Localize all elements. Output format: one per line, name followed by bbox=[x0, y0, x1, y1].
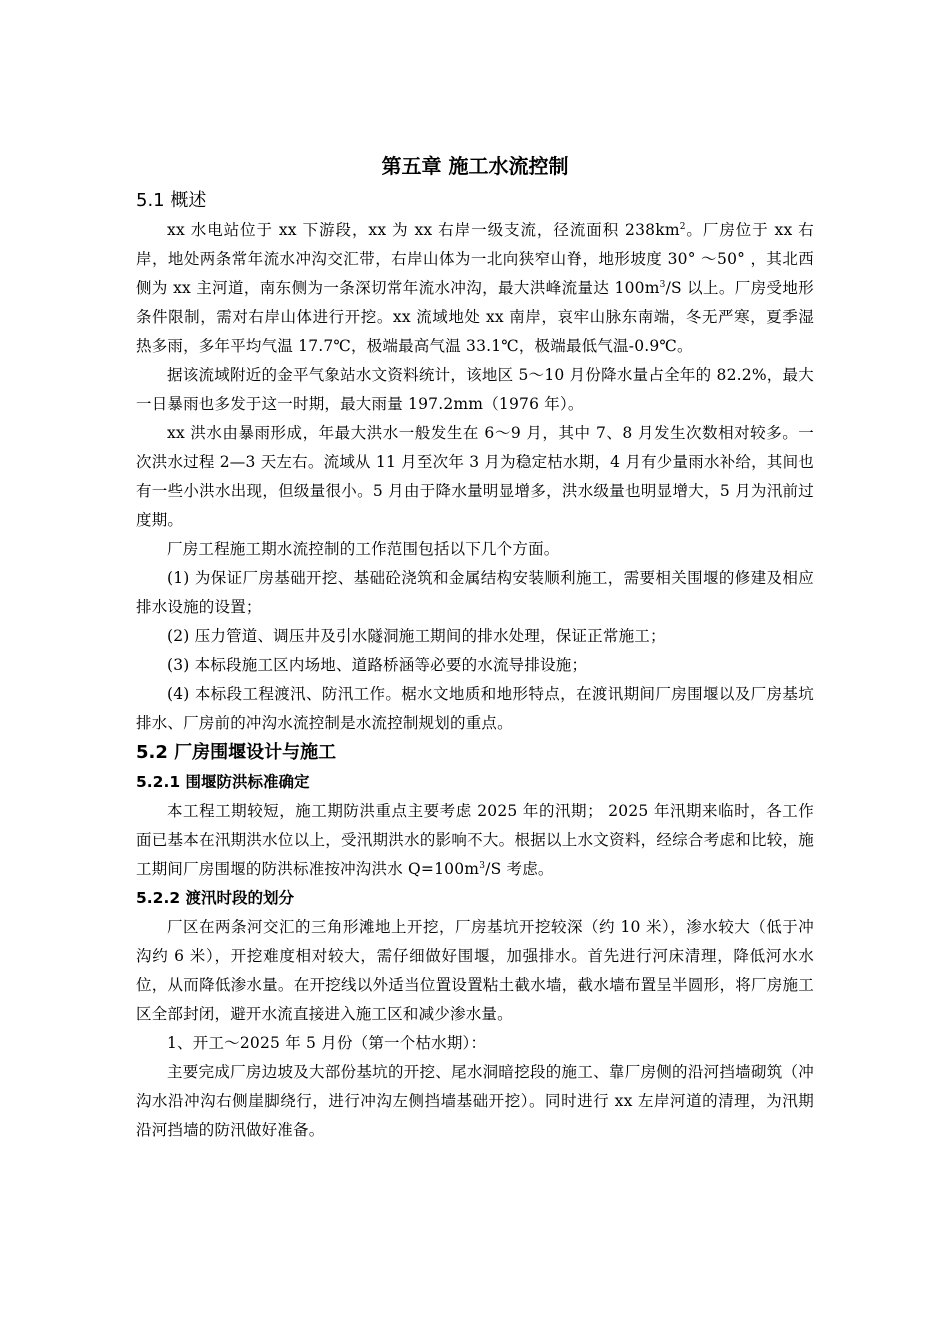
text-run: /S 考虑。 bbox=[485, 860, 554, 878]
subsection-5-2-2-heading: 5.2.2 渡汛时段的划分 bbox=[136, 889, 295, 907]
superscript: 3 bbox=[659, 279, 666, 290]
paragraph-period-division-3: 主要完成厂房边坡及大部份基坑的开挖、尾水洞暗挖段的施工、靠厂房侧的沿河挡墙砌筑（冲沟水沿冲沟右侧崖脚绕行，进行冲沟左侧挡墙基础开挖）。同时进行 xx 左岸河道的清理，为汛期沿河挡墙的防汛做好准备。 bbox=[136, 1063, 814, 1139]
subsection-5-2-1-heading: 5.2.1 围堰防洪标准确定 bbox=[136, 773, 310, 791]
text-run: 本工程工期较短，施工期防洪重点主要考虑 2025 年的汛期； 2025 年汛期来临时，各工作面已基本在汛期洪水位以上，受汛期洪水的影响不大。根据以上水文资料，经综合考虑和比较，施工期间厂房围堰的防洪标准按冲沟洪水 Q=100m bbox=[136, 802, 814, 878]
paragraph-flood-standard bbox=[136, 797, 814, 884]
section-5-2-heading: 5.2 厂房围堰设计与施工 bbox=[136, 742, 337, 763]
text-run: 。厂房位于 xx 右岸，地处两条常年流水冲沟交汇带，右岸山体为一北向狭窄山脊，地形坡度 30° ～50° ，其北西侧为 xx 主河道，南东侧为一条深切常年流水冲沟，最大洪峰流量达 100m bbox=[136, 221, 814, 297]
paragraph-overview-3: xx 洪水由暴雨形成，年最大洪水一般发生在 6～9 月，其中 7、8 月发生次数相对较多。一次洪水过程 2—3 天左右。流域从 11 月至次年 3 月为稳定枯水期，4 月有少量雨水补给，其间也有一些小洪水出现，但级量很小。5 月由于降水量明显增多，洪水级量也明显增大，5 月为汛前过度期。 bbox=[136, 424, 814, 529]
list-item-2: (2) 压力管道、调压井及引水隧洞施工期间的排水处理，保证正常施工； bbox=[167, 627, 666, 645]
chapter-title: 第五章 施工水流控制 bbox=[381, 154, 569, 178]
paragraph-overview-4: 厂房工程施工期水流控制的工作范围包括以下几个方面。 bbox=[167, 540, 560, 558]
superscript: 3 bbox=[479, 860, 486, 871]
superscript: 2 bbox=[679, 221, 686, 232]
paragraph-overview-1 bbox=[136, 216, 814, 361]
list-item-4: (4) 本标段工程渡汛、防汛工作。椐水文地质和地形特点，在渡讯期间厂房围堰以及厂房基坑排水、厂房前的冲沟水流控制是水流控制规划的重点。 bbox=[136, 685, 814, 732]
section-5-1-heading: 5.1 概述 bbox=[136, 190, 207, 211]
text-run: /S 以上。厂房受地形条件限制，需对右岸山体进行开挖。xx 流域地处 xx 南岸，哀牢山脉东南端，冬无严寒，夏季湿热多雨，多年平均气温 17.7℃，极端最高气温 33.1℃，极端最低气温-0.9℃。 bbox=[136, 279, 814, 355]
paragraph-period-division-1: 厂区在两条河交汇的三角形滩地上开挖，厂房基坑开挖较深（约 10 米），渗水较大（低于冲沟约 6 米），开挖难度相对较大，需仔细做好围堰，加强排水。首先进行河床清理，降低河水水位，从而降低渗水量。在开挖线以外适当位置设置粘土截水墙，截水墙布置呈半圆形，将厂房施工区全部封闭，避开水流直接进入施工区和减少渗水量。 bbox=[136, 918, 814, 1023]
text-run: xx 水电站位于 xx 下游段，xx 为 xx 右岸一级支流，径流面积 238km bbox=[167, 221, 680, 239]
paragraph-overview-2: 据该流域附近的金平气象站水文资料统计，该地区 5～10 月份降水量占全年的 82.2%，最大一日暴雨也多发于这一时期，最大雨量 197.2mm（1976 年）。 bbox=[136, 366, 814, 413]
list-item-1: (1) 为保证厂房基础开挖、基础砼浇筑和金属结构安装顺利施工，需要相关围堰的修建及相应排水设施的设置； bbox=[136, 569, 814, 616]
list-item-3: (3) 本标段施工区内场地、道路桥涵等必要的水流导排设施； bbox=[167, 656, 588, 674]
paragraph-period-division-2: 1、开工～2025 年 5 月份（第一个枯水期）： bbox=[167, 1034, 487, 1052]
